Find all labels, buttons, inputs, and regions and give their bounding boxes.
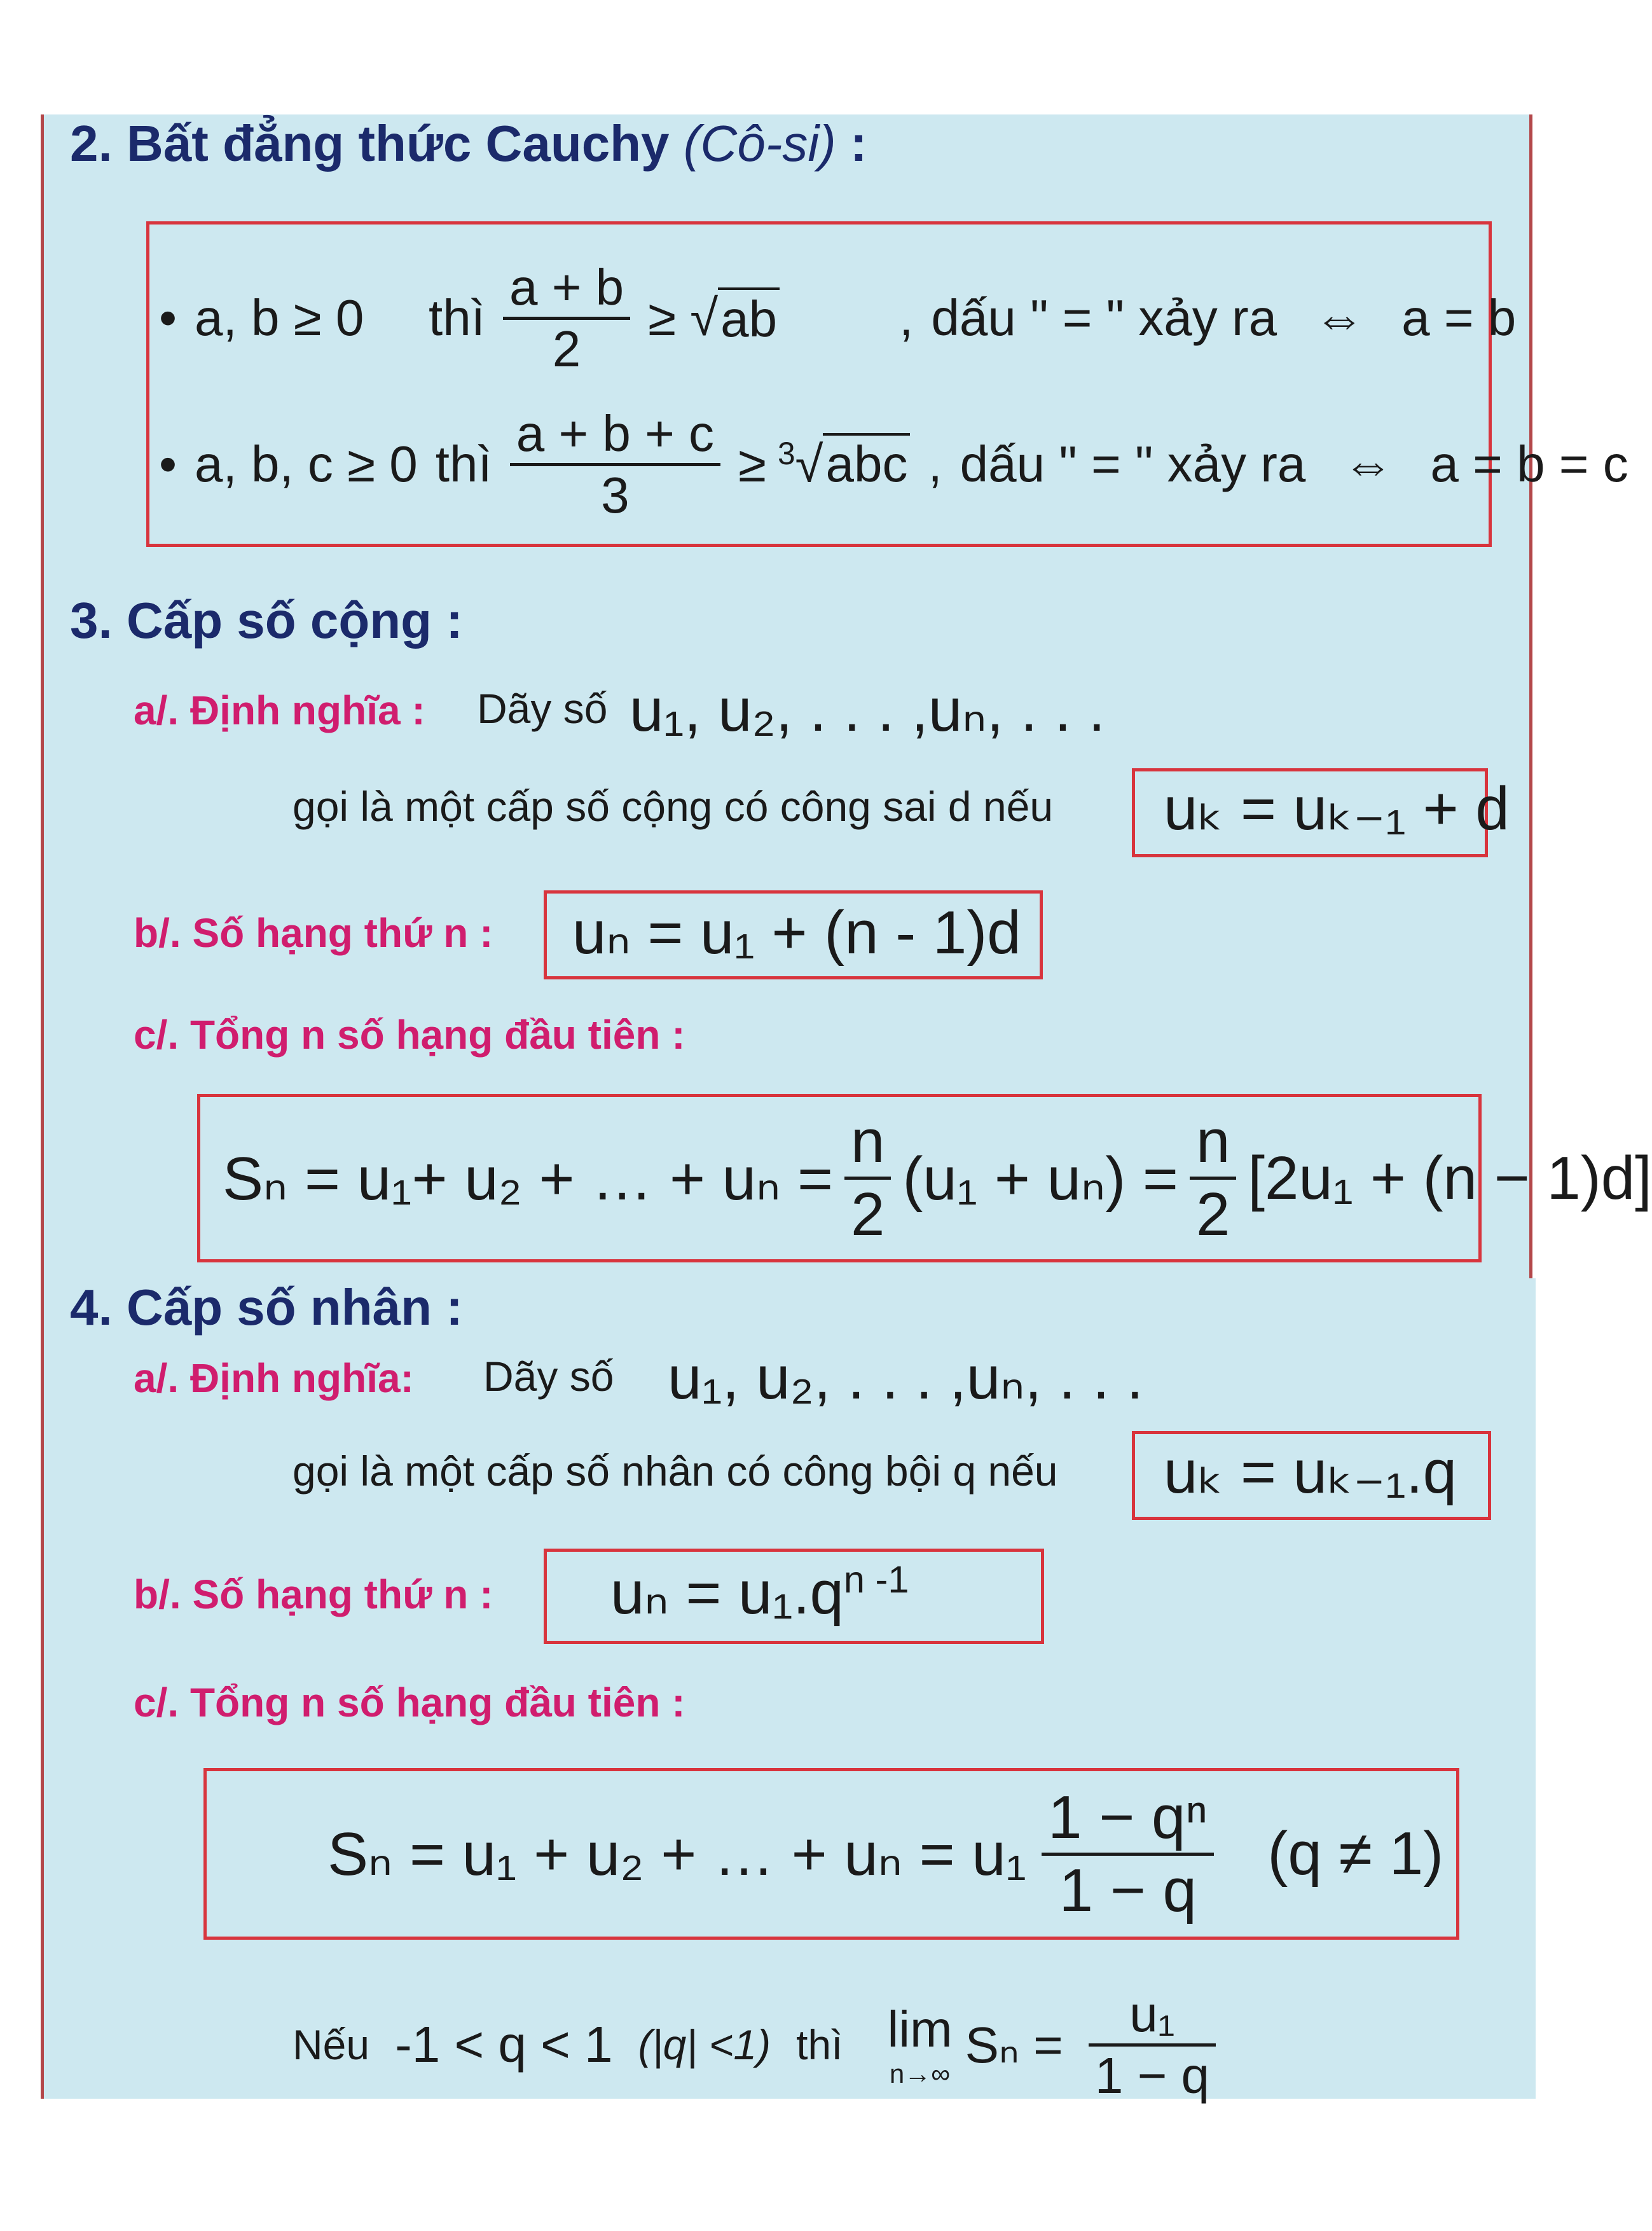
fraction-numerator: u₁ [1089,1985,1216,2047]
iff-symbol: ⇔ [1342,436,1394,492]
bullet: • [159,289,177,346]
cauchy-condition: a, b ≥ 0 [195,289,364,346]
thi-word: thì [429,289,485,346]
fraction [1042,1783,1214,1926]
equality-condition: a = b [1401,289,1517,346]
lim-word: lim [887,2001,953,2057]
sum-right: [2u₁ + (n − 1)d] [1248,1143,1652,1212]
limit-sum: Sₙ = [965,2016,1063,2073]
fraction-numerator: a + b [503,258,630,320]
sec4-a-sequence: u₁, u₂, . . . ,uₙ, . . . [668,1344,1144,1412]
cauchy-row-3 [159,401,1628,528]
limit-condition: -1 < q < 1 [395,2016,613,2073]
fraction [510,404,720,525]
geq-sqrt: ≥ √ [648,289,719,346]
sec4-b-formula [610,1557,909,1628]
cube-root [778,435,910,494]
section-2-title-text: 2. Bất đẳng thức Cauchy [70,115,670,172]
fraction-denominator: 2 [1195,1180,1230,1248]
fraction [503,258,630,378]
fraction-denominator: 1 − q [1059,1856,1197,1924]
equality-condition: a = b = c [1430,436,1628,492]
limit-intro: Nếu [293,2021,370,2068]
sec3-a-label: a/. Định nghĩa : [134,687,425,733]
equality-note: dấu " = " xảy ra [960,436,1306,492]
fraction-numerator: n [1190,1107,1236,1180]
sec3-a-text: Dãy số [477,685,608,732]
radicand: abc [823,433,910,492]
sec3-c-formula [223,1107,1652,1248]
sec3-c-label: c/. Tổng n số hạng đầu tiên : [134,1012,685,1058]
section-3-title: 3. Cấp số cộng : [70,592,463,649]
fraction-denominator: 1 − q [1094,2047,1210,2104]
root-index: 3 [777,435,795,471]
fraction-denominator: 2 [552,320,581,377]
bullet: • [159,436,177,492]
fraction-numerator: a + b + c [510,404,720,466]
fraction-numerator: n [844,1107,891,1180]
fraction [1089,1985,1216,2105]
sec3-b-formula: uₙ = u₁ + (n - 1)d [572,899,1021,967]
fraction-denominator: 3 [601,466,630,523]
sec4-c-formula [327,1783,1444,1924]
comma: , [928,436,942,492]
thi-word: thì [796,2021,843,2068]
thi-word: thì [435,436,492,492]
section-4-title: 4. Cấp số nhân : [70,1279,463,1336]
sec3-a-sequence: u₁, u₂, . . . ,uₙ, . . . [630,676,1106,744]
fraction [844,1107,891,1250]
geq: ≥ [738,436,766,492]
sum-left: Sₙ = u₁+ u₂ + … + uₙ = [223,1144,834,1213]
cauchy-condition: a, b, c ≥ 0 [195,436,418,492]
radicand: ab [718,287,780,349]
sec4-b-label: b/. Số hạng thứ n : [134,1571,493,1617]
limit-operator [887,2000,952,2089]
geo-term-exponent: n -1 [843,1558,909,1601]
sum-middle: (u₁ + uₙ) = [902,1144,1178,1213]
fraction [1190,1107,1236,1250]
sec3-b-label: b/. Số hạng thứ n : [134,910,493,956]
section-2-title-paren: (Cô-si) [683,115,836,172]
sec4-a-text: Dãy số [483,1353,614,1400]
section-2-title-colon: : [836,115,867,172]
fraction-numerator: 1 − qⁿ [1042,1783,1214,1856]
geo-term-base: uₙ = u₁.q [610,1559,844,1627]
geo-sum-left: Sₙ = u₁ + u₂ + … + uₙ = u₁ [327,1820,1027,1888]
sec3-a-formula: uₖ = uₖ₋₁ + d [1164,775,1510,843]
sec4-limit-row [293,1981,1216,2108]
sec4-c-label: c/. Tổng n số hạng đầu tiên : [134,1680,685,1725]
sec3-a-line2: gọi là một cấp số cộng có công sai d nếu [293,783,1054,830]
sec4-a-label: a/. Định nghĩa: [134,1355,414,1401]
section-2-title [70,114,867,173]
fraction-denominator: 2 [851,1180,885,1248]
geo-sum-condition: (q ≠ 1) [1267,1820,1444,1888]
root-sign: √ [795,436,823,493]
sec4-a-formula: uₖ = uₖ₋₁.q [1164,1438,1457,1506]
sec4-a-line2: gọi là một cấp số nhân có công bội q nếu [293,1447,1058,1495]
limit-condition-abs: (|q| <1) [638,2021,771,2068]
cauchy-row-2 [159,254,1516,382]
comma: , [899,289,914,346]
iff-symbol: ⇔ [1314,289,1365,346]
lim-subscript: n→∞ [889,2059,951,2089]
equality-note: dấu " = " xảy ra [931,289,1277,346]
